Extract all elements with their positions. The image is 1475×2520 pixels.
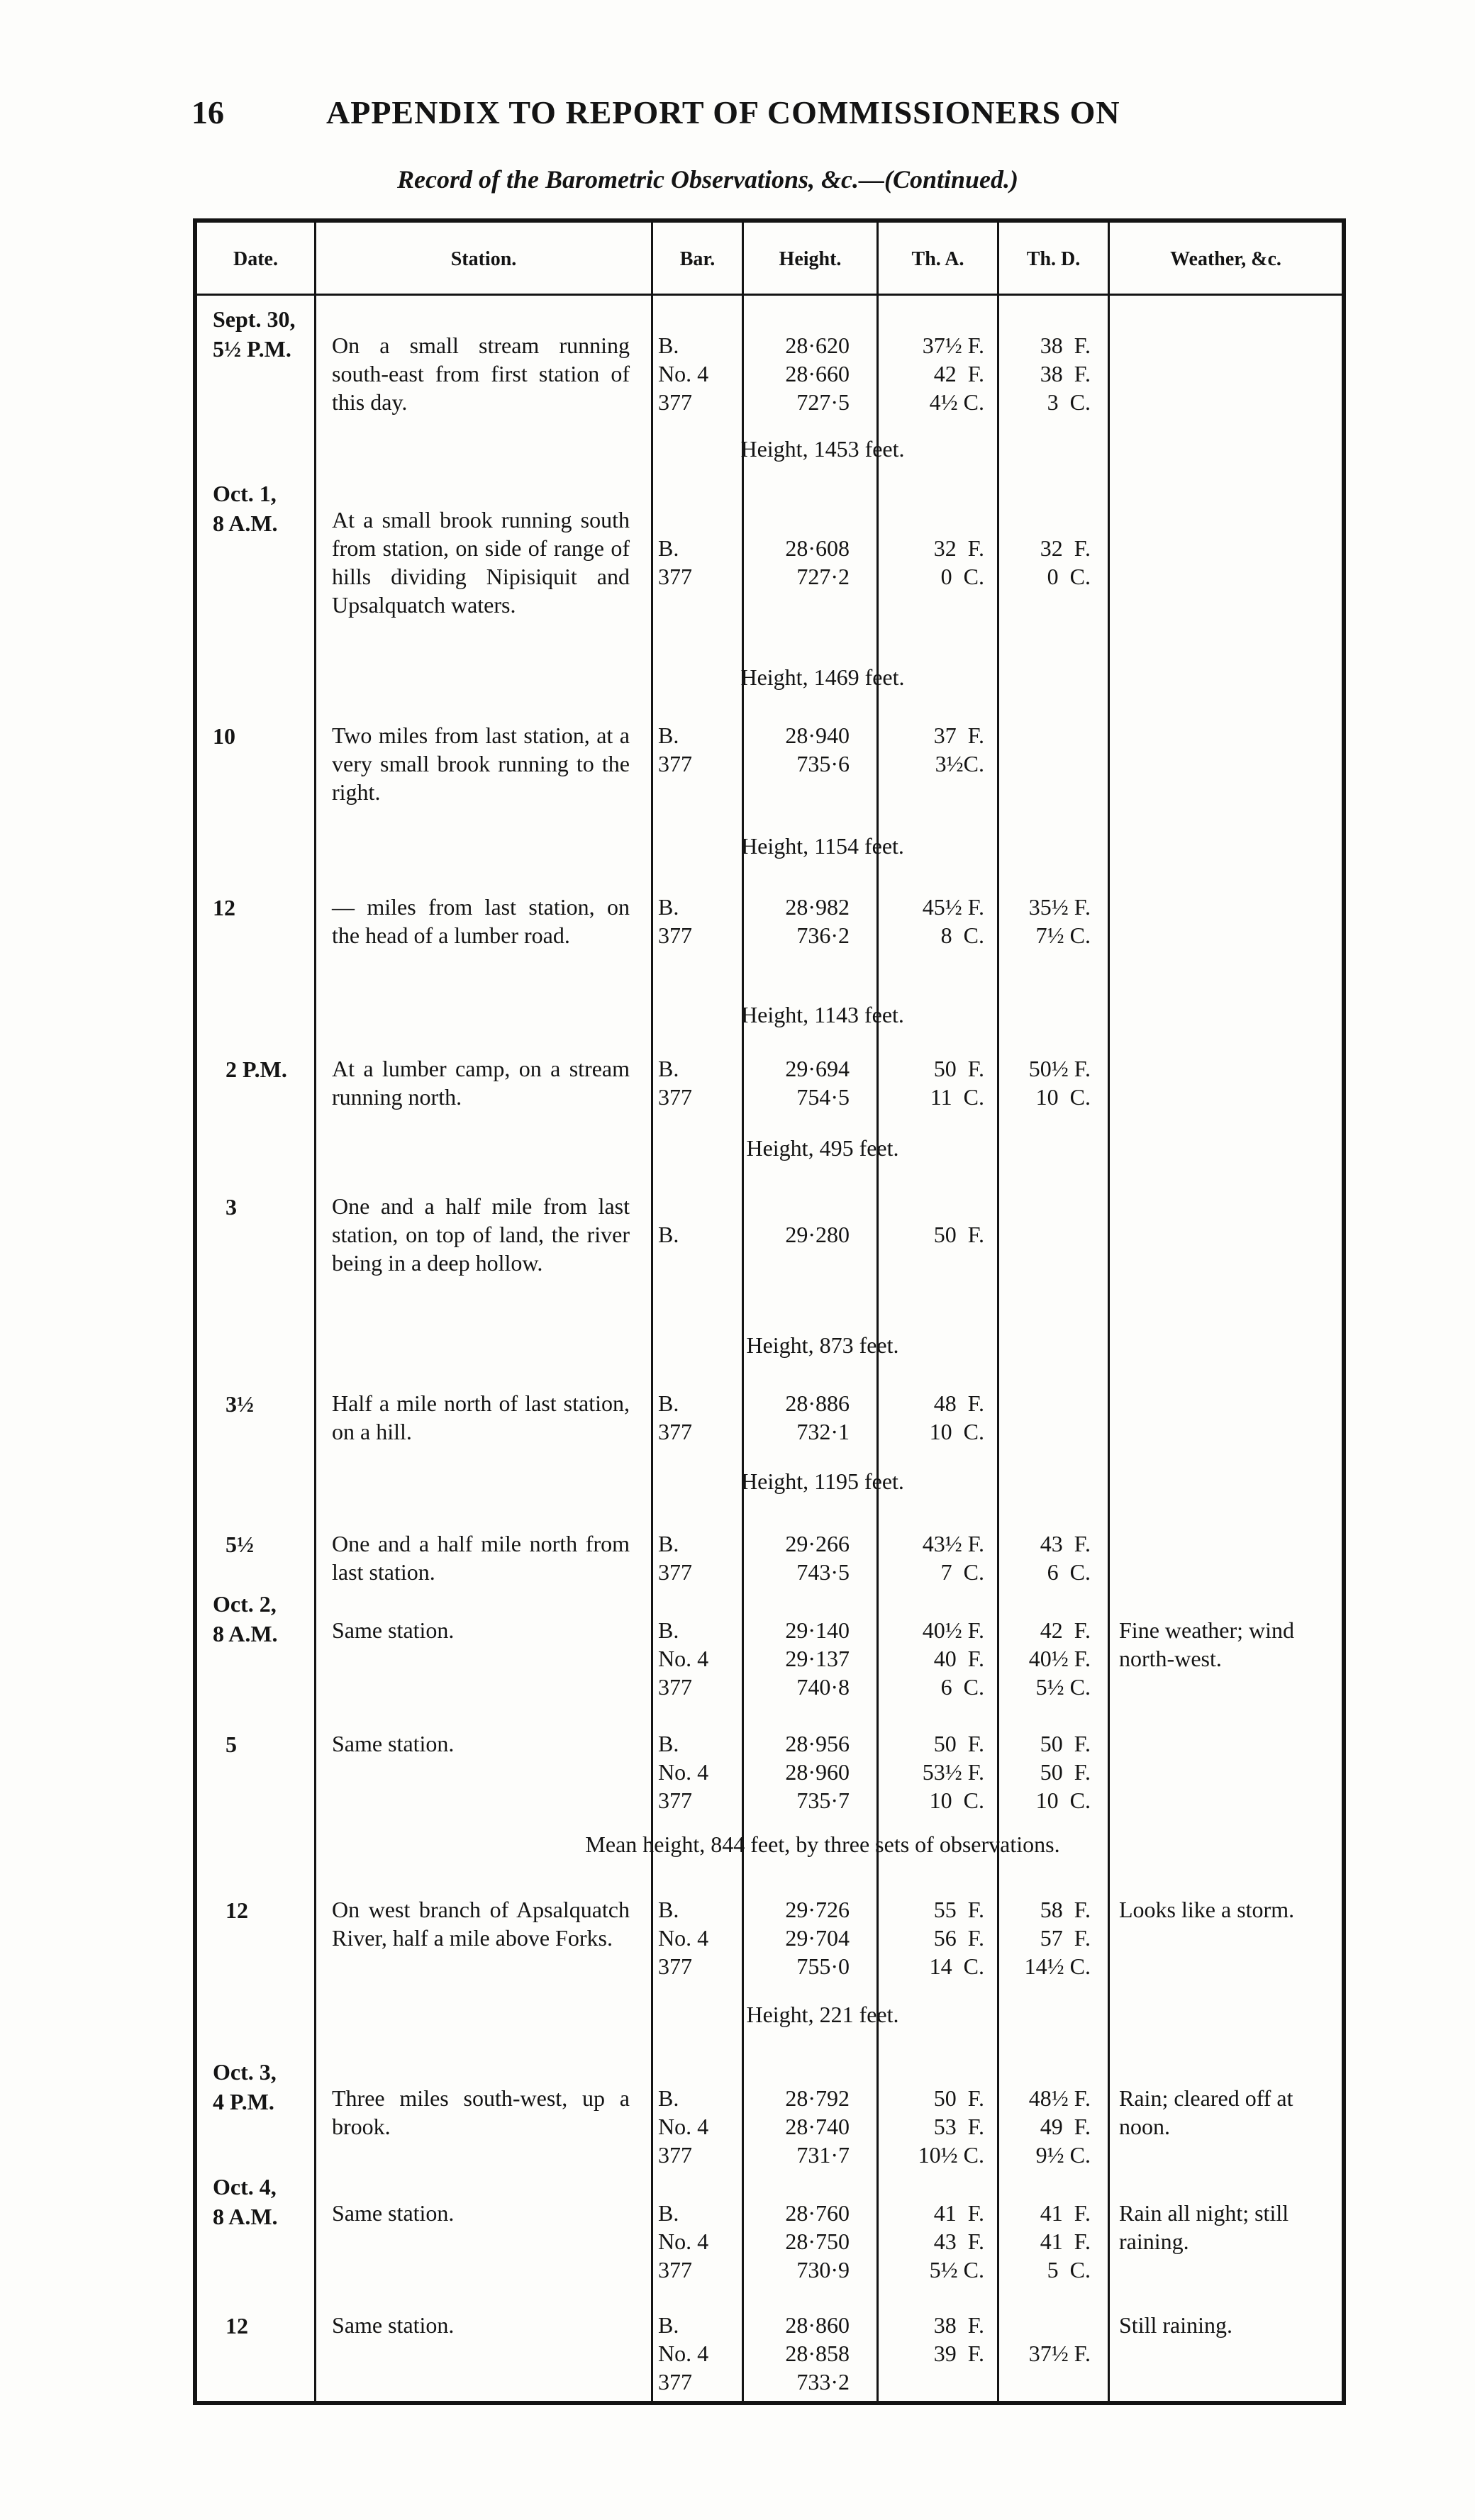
row-height: 28·620 28·660 727·5 — [785, 333, 850, 415]
height-note: Height, 873 feet. — [746, 1332, 899, 1358]
row-date: Oct. 1, 8 A.M. — [213, 481, 278, 536]
row-height: 28·886 732·1 — [785, 1390, 850, 1444]
row-station: Same station. — [332, 1617, 455, 1643]
row-height: 29·694 754·5 — [785, 1056, 850, 1110]
table-caption: Record of the Barometric Observations, &c.—(Continued.) — [397, 165, 1018, 194]
row-height: 29·266 743·5 — [785, 1531, 850, 1585]
table-header — [197, 223, 1342, 296]
row-tha: 50 F. 53 F. 10½ C. — [918, 2085, 984, 2168]
row-thd: 32 F. 0 C. — [1040, 535, 1091, 589]
row-station: On west branch of Apsalquatch River, half a mile above Forks. — [332, 1897, 630, 1951]
height-note: Height, 221 feet. — [746, 2002, 899, 2027]
table-body — [197, 296, 1342, 2401]
height-note: Height, 1469 feet. — [740, 664, 905, 690]
row-date: Oct. 4, 8 A.M. — [213, 2174, 278, 2229]
row-height: 28·956 28·960 735·7 — [785, 1731, 850, 1813]
row-bar: B. No. 4 377 — [658, 2312, 709, 2394]
header-station: Station. — [450, 248, 517, 270]
row-weather: Looks like a storm. — [1119, 1897, 1295, 1922]
row-station: Same station. — [332, 2312, 455, 2338]
page-title: APPENDIX TO REPORT OF COMMISSIONERS ON — [326, 94, 1120, 130]
row-height: 28·608 727·2 — [785, 535, 850, 589]
row-bar: B. No. 4 377 — [658, 1617, 709, 1700]
observations-table — [193, 218, 1346, 2405]
row-thd: 42 F. 40½ F. 5½ C. — [1028, 1617, 1091, 1700]
row-thd: 48½ F. 49 F. 9½ C. — [1028, 2085, 1091, 2168]
row-date: 3½ — [226, 1391, 254, 1417]
row-bar: B. No. 4 377 — [658, 2200, 709, 2282]
row-date: 12 — [226, 2313, 248, 2338]
row-weather: Rain all night; still raining. — [1119, 2200, 1289, 2254]
row-date: Oct. 2, 8 A.M. — [213, 1591, 278, 1646]
row-height: 28·982 736·2 — [785, 894, 850, 948]
row-date: Sept. 30, 5½ P.M. — [213, 306, 296, 362]
header-thd: Th. D. — [1026, 248, 1081, 270]
row-weather: Still raining. — [1119, 2312, 1232, 2338]
height-note: Height, 495 feet. — [746, 1135, 899, 1161]
row-bar: B. 377 — [658, 723, 692, 776]
row-tha: 45½ F. 8 C. — [922, 894, 984, 948]
header-weather: Weather, &c. — [1170, 248, 1281, 270]
row-tha: 50 F. — [933, 1222, 984, 1247]
header-date: Date. — [233, 248, 278, 270]
row-height: 28·760 28·750 730·9 — [785, 2200, 850, 2282]
row-thd: 50½ F. 10 C. — [1028, 1056, 1091, 1110]
row-date: 5 — [226, 1732, 237, 1757]
row-tha: 32 F. 0 C. — [933, 535, 984, 589]
row-date: 12 — [213, 895, 235, 920]
row-height: 29·140 29·137 740·8 — [785, 1617, 850, 1700]
row-thd: 38 F. 38 F. 3 C. — [1040, 333, 1091, 415]
row-tha: 40½ F. 40 F. 6 C. — [922, 1617, 984, 1700]
row-height: 28·860 28·858 733·2 — [785, 2312, 850, 2394]
header-tha: Th. A. — [911, 248, 964, 270]
row-date: 2 P.M. — [226, 1056, 287, 1082]
row-station: — miles from last station, on the head of a lumber road. — [332, 894, 630, 948]
row-bar: B. 377 — [658, 1531, 692, 1585]
row-station: One and a half mile from last station, on top of land, the river being in a deep hollow. — [332, 1193, 630, 1276]
row-bar: B. No. 4 377 — [658, 1731, 709, 1813]
row-tha: 37 F. 3½C. — [933, 723, 984, 776]
row-height: 29·280 — [785, 1222, 850, 1247]
header-height: Height. — [779, 248, 842, 270]
height-note: Height, 1154 feet. — [741, 833, 904, 859]
row-tha: 48 F. 10 C. — [929, 1390, 984, 1444]
row-date: 10 — [213, 723, 235, 749]
row-tha: 37½ F. 42 F. 4½ C. — [922, 333, 984, 415]
height-note: Height, 1453 feet. — [740, 436, 905, 462]
row-bar: B. No. 4 377 — [658, 333, 709, 415]
row-station: Two miles from last station, at a very small brook running to the right. — [332, 723, 630, 805]
row-thd: 58 F. 57 F. 14½ C. — [1024, 1897, 1091, 1979]
row-tha: 38 F. 39 F. — [933, 2312, 984, 2366]
row-bar: B. 377 — [658, 1390, 692, 1444]
row-height: 29·726 29·704 755·0 — [785, 1897, 850, 1979]
row-tha: 50 F. 11 C. — [930, 1056, 984, 1110]
row-station: Same station. — [332, 1731, 455, 1756]
row-thd: 41 F. 41 F. 5 C. — [1040, 2200, 1091, 2282]
header-bar: Bar. — [679, 248, 716, 270]
row-bar: B. — [658, 1222, 679, 1247]
page-number: 16 — [191, 94, 224, 130]
row-weather: Rain; cleared off at noon. — [1119, 2085, 1293, 2139]
row-height: 28·792 28·740 731·7 — [785, 2085, 850, 2168]
row-bar: B. 377 — [658, 894, 692, 948]
row-station: At a lumber camp, on a stream running north. — [332, 1056, 630, 1110]
running-head — [191, 94, 1255, 136]
row-bar: B. No. 4 377 — [658, 1897, 709, 1979]
row-date: 12 — [226, 1897, 248, 1923]
row-tha: 50 F. 53½ F. 10 C. — [922, 1731, 984, 1813]
mean-height-note: Mean height, 844 feet, by three sets of observations. — [585, 1832, 1060, 1857]
row-tha: 41 F. 43 F. 5½ C. — [929, 2200, 984, 2282]
row-date: 5½ — [226, 1532, 254, 1557]
row-thd: 35½ F. 7½ C. — [1028, 894, 1091, 948]
row-thd: 50 F. 50 F. 10 C. — [1035, 1731, 1091, 1813]
row-tha: 43½ F. 7 C. — [922, 1531, 984, 1585]
row-date: 3 — [226, 1194, 237, 1220]
row-station: Same station. — [332, 2200, 455, 2226]
row-bar: B. No. 4 377 — [658, 2085, 709, 2168]
row-thd: 43 F. 6 C. — [1040, 1531, 1091, 1585]
row-weather: Fine weather; wind north-west. — [1119, 1617, 1295, 1671]
row-bar: B. 377 — [658, 535, 692, 589]
height-note: Height, 1195 feet. — [741, 1468, 904, 1494]
row-height: 28·940 735·6 — [785, 723, 850, 776]
row-station: On a small stream running south-east from first station of this day. — [332, 333, 630, 415]
row-thd: 37½ F. — [1028, 2341, 1091, 2366]
height-note: Height, 1143 feet. — [741, 1002, 904, 1027]
row-station: Half a mile north of last station, on a hill. — [332, 1390, 630, 1444]
row-bar: B. 377 — [658, 1056, 692, 1110]
row-station: One and a half mile north from last station. — [332, 1531, 630, 1585]
row-tha: 55 F. 56 F. 14 C. — [929, 1897, 984, 1979]
row-station: Three miles south-west, up a brook. — [332, 2085, 630, 2139]
row-station: At a small brook running south from station, on side of range of hills dividing Nipisiquit and Upsalquatch waters. — [332, 507, 630, 618]
row-date: Oct. 3, 4 P.M. — [213, 2059, 277, 2114]
